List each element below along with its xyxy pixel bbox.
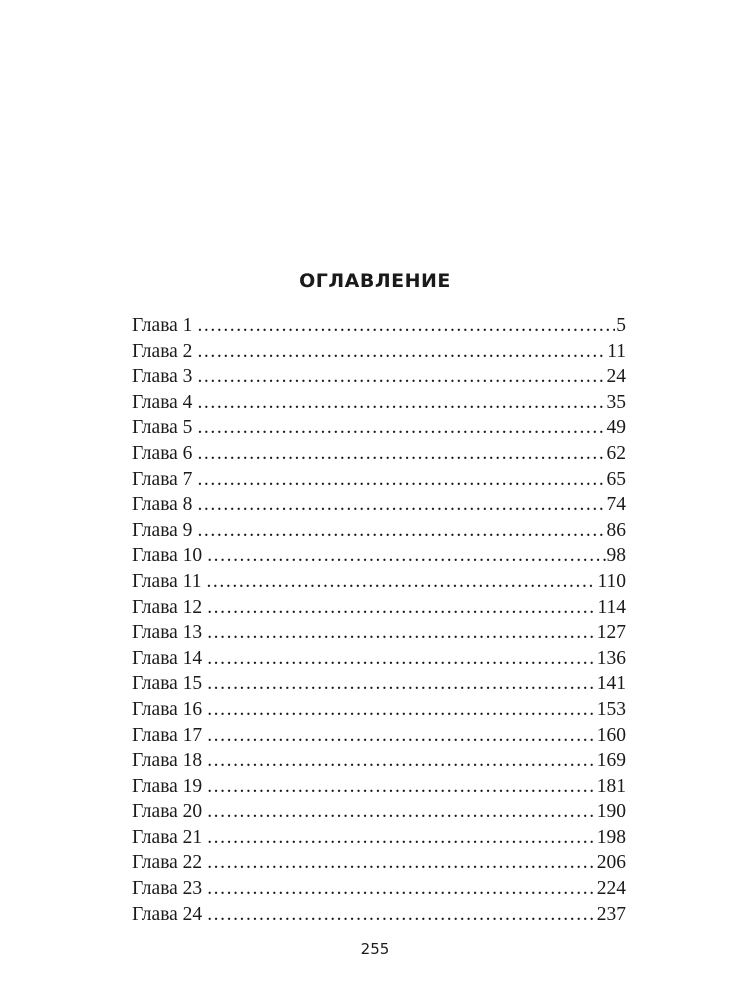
toc-entry (132, 825, 626, 851)
toc-entry-page: 181 (596, 775, 626, 797)
toc-entry (132, 339, 626, 365)
toc-entry-page: 153 (596, 698, 626, 720)
toc-entry-label: Глава 9 (132, 519, 193, 541)
toc-entry-label: Глава 20 (132, 801, 203, 823)
page-number: 255 (360, 940, 390, 958)
toc-entry-page: 127 (596, 622, 626, 644)
toc-entry-label: Глава 16 (132, 698, 203, 720)
dot-leader (207, 748, 596, 774)
dot-leader (197, 390, 605, 416)
toc-entry-page: 190 (596, 801, 626, 823)
dot-leader (207, 902, 596, 928)
dot-leader (197, 313, 615, 339)
toc-entry-page: 141 (596, 673, 626, 695)
toc-entry-label: Глава 19 (132, 775, 203, 797)
dot-leader (207, 697, 596, 723)
toc-entry-label: Глава 6 (132, 442, 193, 464)
toc-entry-label: Глава 1 (132, 315, 193, 336)
toc-entry-label: Глава 7 (132, 468, 193, 490)
dot-leader (197, 467, 605, 493)
toc-entry-label: Глава 12 (132, 596, 203, 618)
toc-entry (132, 595, 626, 621)
toc-entry-label: Глава 3 (132, 366, 193, 388)
toc-entry (132, 313, 626, 339)
toc-entry-page: 136 (596, 647, 626, 669)
dot-leader (197, 441, 605, 467)
table-of-contents (132, 313, 626, 927)
toc-entry-page: 160 (596, 724, 626, 746)
toc-entry-page: 86 (606, 519, 626, 541)
toc-entry-page: 169 (596, 750, 626, 772)
toc-entry (132, 850, 626, 876)
toc-entry (132, 415, 626, 441)
dot-leader (207, 646, 596, 672)
toc-entry (132, 569, 626, 595)
toc-entry-label: Глава 17 (132, 724, 203, 746)
toc-entry-page: 206 (596, 852, 626, 874)
toc-entry (132, 543, 626, 569)
toc-entry-label: Глава 22 (132, 852, 203, 874)
dot-leader (207, 774, 596, 800)
toc-entry-label: Глава 14 (132, 647, 203, 669)
toc-entry (132, 467, 626, 493)
dot-leader (207, 595, 596, 621)
toc-entry (132, 723, 626, 749)
toc-entry-label: Глава 13 (132, 622, 203, 644)
toc-entry-label: Глава 8 (132, 494, 193, 516)
toc-entry-label: Глава 2 (132, 340, 193, 362)
toc-entry (132, 697, 626, 723)
toc-entry (132, 441, 626, 467)
toc-entry (132, 492, 626, 518)
toc-entry (132, 774, 626, 800)
toc-entry-label: Глава 4 (132, 391, 193, 413)
toc-entry-page: 11 (607, 340, 626, 362)
toc-entry-label: Глава 21 (132, 826, 203, 848)
toc-entry (132, 876, 626, 902)
toc-entry (132, 748, 626, 774)
toc-title: ОГЛАВЛЕНИЕ (299, 270, 451, 292)
toc-entry-label: Глава 23 (132, 878, 203, 900)
dot-leader (197, 364, 605, 390)
dot-leader (207, 620, 596, 646)
toc-entry-page: 224 (596, 878, 626, 900)
toc-entry-label: Глава 24 (132, 903, 203, 925)
dot-leader (207, 671, 596, 697)
dot-leader (197, 415, 605, 441)
dot-leader (206, 569, 596, 595)
toc-entry (132, 364, 626, 390)
toc-entry-page: 49 (606, 417, 626, 439)
toc-entry (132, 799, 626, 825)
toc-entry-label: Глава 15 (132, 673, 203, 695)
toc-entry-label: Глава 18 (132, 750, 203, 772)
toc-entry-label: Глава 5 (132, 417, 193, 439)
toc-entry (132, 620, 626, 646)
toc-entry-page: 98 (606, 545, 626, 567)
toc-entry-page: 114 (597, 596, 626, 618)
toc-entry-page: 62 (606, 442, 626, 464)
toc-entry (132, 390, 626, 416)
toc-entry-page: 5 (616, 315, 626, 336)
toc-entry-page: 74 (606, 494, 626, 516)
toc-entry-page: 198 (596, 826, 626, 848)
dot-leader (197, 518, 605, 544)
dot-leader (197, 492, 605, 518)
toc-entry (132, 646, 626, 672)
toc-entry-page: 237 (596, 903, 626, 925)
toc-entry-page: 24 (606, 366, 626, 388)
toc-entry-label: Глава 10 (132, 545, 203, 567)
dot-leader (197, 339, 606, 365)
dot-leader (207, 876, 596, 902)
toc-entry-page: 35 (606, 391, 626, 413)
dot-leader (207, 543, 605, 569)
toc-entry (132, 518, 626, 544)
toc-entry-label: Глава 11 (132, 570, 202, 592)
toc-entry (132, 671, 626, 697)
dot-leader (207, 723, 596, 749)
toc-entry (132, 902, 626, 928)
dot-leader (207, 799, 596, 825)
dot-leader (207, 850, 596, 876)
toc-entry-page: 110 (597, 570, 626, 592)
dot-leader (207, 825, 596, 851)
toc-entry-page: 65 (606, 468, 626, 490)
